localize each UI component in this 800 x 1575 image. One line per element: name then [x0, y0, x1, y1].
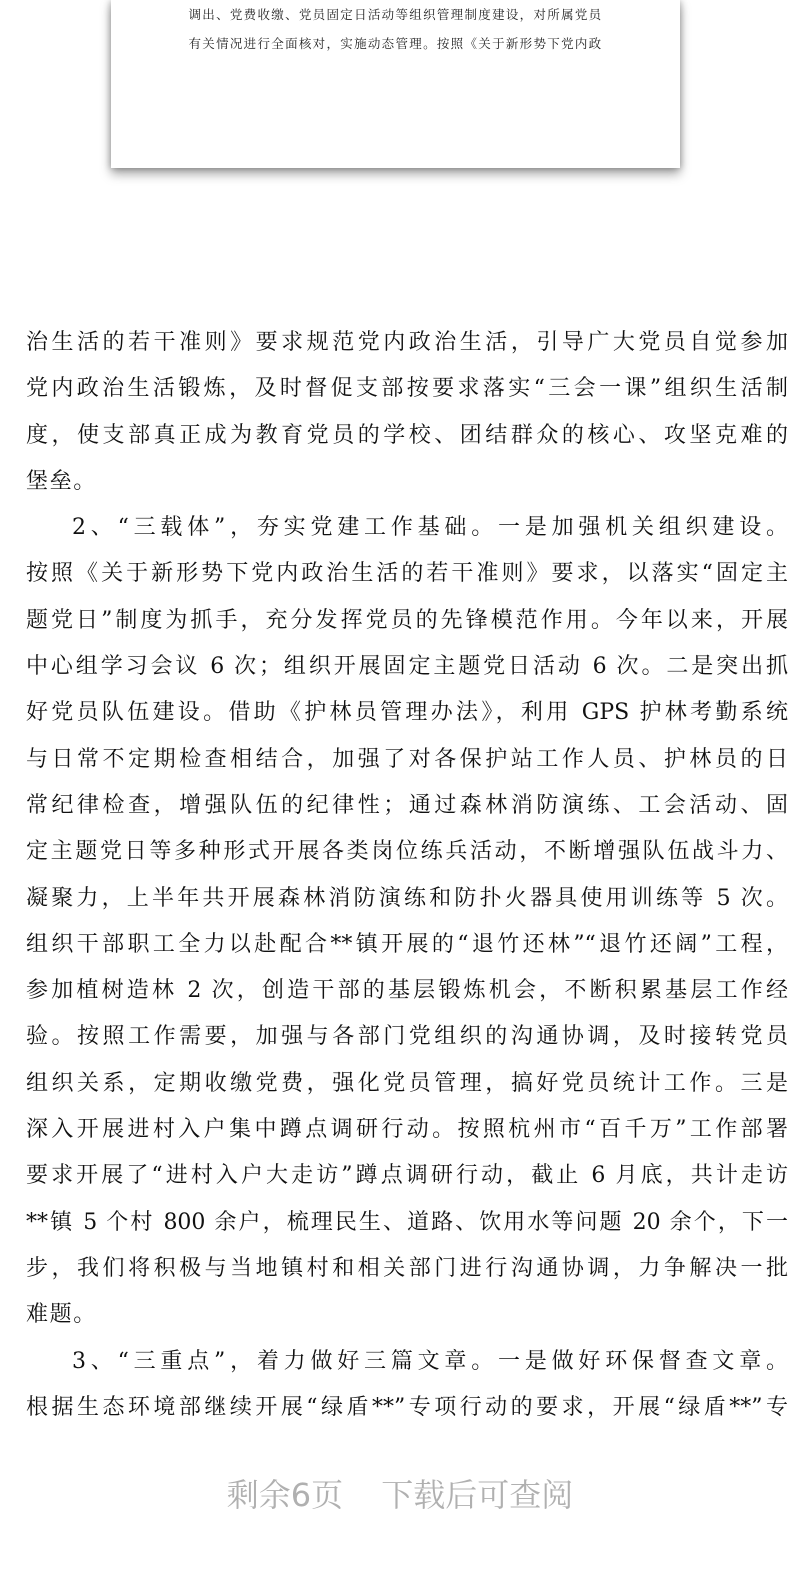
body-text-line: 组织干部职工全力以赴配合**镇开展的“退竹还林”“退竹还阔”工程，	[26, 931, 788, 957]
body-text-line: 按照《关于新形势下党内政治生活的若干准则》要求，以落实“固定主	[26, 561, 788, 587]
body-text-line: 治生活的若干准则》要求规范党内政治生活，引导广大党员自觉参加	[26, 330, 788, 355]
body-text-line: 党内政治生活锻炼，及时督促支部按要求落实“三会一课”组织生活制	[26, 376, 788, 402]
body-text-line: 3、“三重点”，着力做好三篇文章。一是做好环保督查文章。	[72, 1348, 788, 1374]
preview-text-line: 调出、党费收缴、党员固定日活动等组织管理制度建设，对所属党员	[188, 7, 603, 22]
body-text-line: 常纪律检查，增强队伍的纪律性；通过森林消防演练、工会活动、固	[26, 792, 788, 818]
body-text-line: 要求开展了“进村入户大走访”蹲点调研行动，截止 6 月底，共计走访	[26, 1163, 788, 1189]
download-to-view-label: 下载后可查阅	[381, 1476, 574, 1514]
body-text-line: 度，使支部真正成为教育党员的学校、团结群众的核心、攻坚克难的	[26, 422, 788, 448]
body-text-line: 中心组学习会议 6 次；组织开展固定主题党日活动 6 次。二是突出抓	[26, 654, 788, 680]
body-text-line: 难题。	[26, 1302, 97, 1328]
body-text-line: 2、“三载体”，夯实党建工作基础。一是加强机关组织建设。	[72, 515, 788, 541]
body-text-line: 验。按照工作需要，加强与各部门党组织的沟通协调，及时接转党员	[26, 1024, 788, 1050]
body-text-line: 深入开展进村入户集中蹲点调研行动。按照杭州市“百千万”工作部署	[26, 1117, 788, 1143]
body-text-line: 好党员队伍建设。借助《护林员管理办法》，利用 GPS 护林考勤系统	[26, 700, 788, 726]
body-text-line: 定主题党日等多种形式开展各类岗位练兵活动，不断增强队伍战斗力、	[26, 839, 788, 865]
preview-page-card	[111, 0, 680, 168]
body-text-line: 步，我们将积极与当地镇村和相关部门进行沟通协调，力争解决一批	[26, 1255, 788, 1281]
body-text-line: 组织关系，定期收缴党费，强化党员管理，搞好党员统计工作。三是	[26, 1070, 788, 1096]
preview-text-line: 有关情况进行全面核对，实施动态管理。按照《关于新形势下党内政	[188, 36, 603, 51]
body-text-line: 题党日”制度为抓手，充分发挥党员的先锋模范作用。今年以来，开展	[26, 607, 788, 633]
body-text-line: **镇 5 个村 800 余户，梳理民生、道路、饮用水等问题 20 余个，下一	[26, 1209, 788, 1235]
body-text-line: 参加植树造林 2 次，创造干部的基层锻炼机会，不断积累基层工作经	[26, 978, 788, 1004]
body-text-line: 根据生态环境部继续开展“绿盾**”专项行动的要求，开展“绿盾**”专	[26, 1394, 788, 1420]
body-text-line: 堡垒。	[26, 468, 97, 494]
body-text-line: 凝聚力，上半年共开展森林消防演练和防扑火器具使用训练等 5 次。	[26, 885, 788, 911]
remaining-pages-label: 剩余6页	[226, 1476, 344, 1514]
download-prompt[interactable]	[0, 1470, 800, 1516]
body-text-line: 与日常不定期检查相结合，加强了对各保护站工作人员、护林员的日	[26, 746, 788, 772]
document-body	[26, 326, 788, 1437]
